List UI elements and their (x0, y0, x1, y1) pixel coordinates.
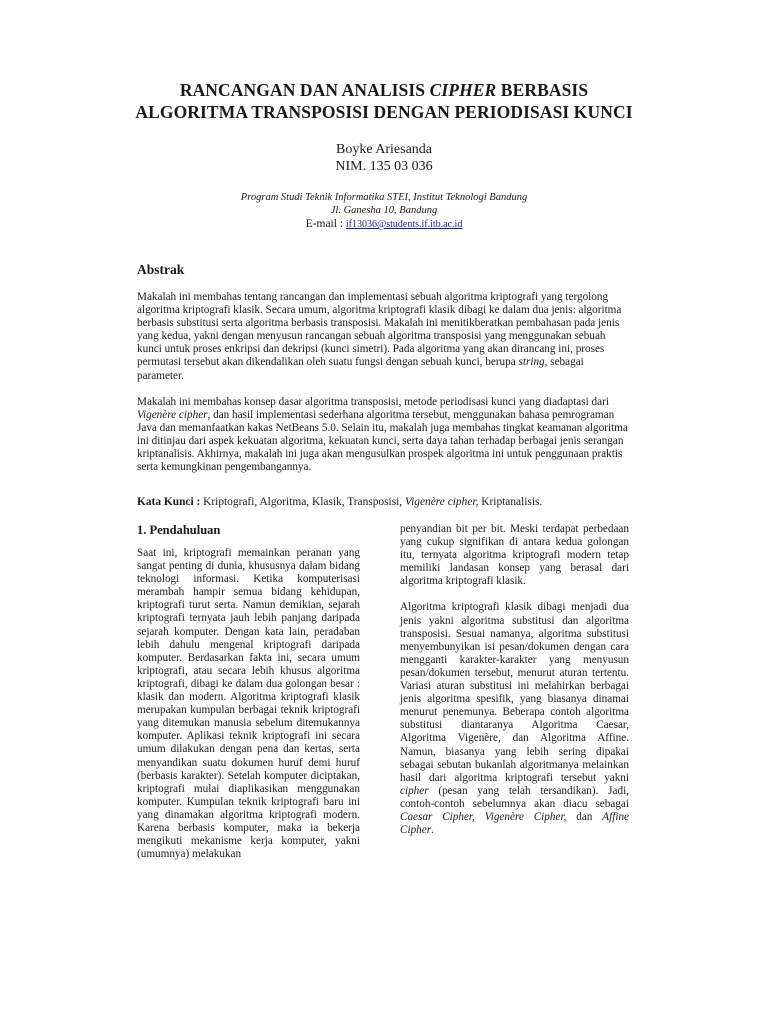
intro-paragraph-left: Saat ini, kriptografi memainkan peranan yang sangat penting di dunia, khususnya dalam bidang teknologi informasi. Ketika komputerisasi merambah hampir semua bidang kehidupan, kriptografi turut serta. Namun demikian, sejarah kriptografi ternyata jauh lebih panjang daripada sejarah komputer. Dengan kata lain, peradaban lebih dahulu mengenal kriptografi daripada komputer. Berdasarkan fakta ini, secara umum kriptografi, atau secara lebih khusus algoritma kriptografi, dibagi ke dalam dua golongan besar : klasik dan modern. Algoritma kriptografi klasik merupakan kumpulan berbagai teknik kriptografi yang ditemukan manusia sebelum ditemukannya komputer. Aplikasi teknik kriptografi ini secara umum dilakukan dengan pena dan kertas, serta menyandikan suatu dokumen huruf demi huruf (berbasis karakter). Setelah komputer diciptakan, kriptografi mulai diaplikasikan menggunakan komputer. Kumpulan teknik kriptografi baru ini yang dinamakan algoritma kriptografi modern. Karena berbasis komputer, maka ia bekerja mengikuti mekanisme kerja komputer, yakni (umumnya) melakukan (137, 547, 360, 861)
right-p2-end: . (431, 824, 434, 837)
author-block (60, 141, 708, 175)
keywords-label: Kata Kunci : (137, 496, 204, 508)
abstract-p1-text: Makalah ini membahas tentang rancangan dan implementasi sebuah algoritma kriptografi yang tergolong algoritma kriptografi klasik. Secara umum, algoritma kriptografi klasik dibagi ke dalam dua jenis: algoritma berbasis substitusi serta algoritma berbasis transposisi. Makalah ini menitikberatkan pembahasan pada jenis yang kedua, yakni dengan menyusun rancangan sebuah algoritma transposisi yang menggunakan sebuah kunci untuk proses enkripsi dan dekripsi (kunci simetri). Pada algoritma yang akan dirancang ini, proses permutasi tersebut akan dikendalikan oleh suatu fungsi dengan sebuah kunci, berupa (137, 291, 622, 369)
intro-paragraph-right-2 (400, 601, 629, 837)
section-heading: 1. Pendahuluan (137, 523, 221, 537)
abstract-p2-tail: , dan hasil implementasi sederhana algoritma tersebut, menggunakan bahasa pemrograman Java dan memanfaatkan kakas NetBeans 5.0. Selain itu, makalah juga membahas tingkat keamanan algoritma ini ditinjau dari aspek kekuatan algoritma, kekuatan kunci, serta daya tahan terhadap berbagai jenis serangan kriptanalisis. Akhirnya, makalah ini juga akan mengusulkan prospek algoritma ini untuk penggunaan praktis serta kemungkinan pengembangannya. (137, 409, 628, 474)
author-name: Boyke Ariesanda (335, 142, 433, 157)
abstract-p2-italic: Vigenère cipher (137, 409, 208, 422)
right-p2-italic-cipher: cipher (400, 784, 429, 797)
right-p2-italic-names: Caesar Cipher, Vigenère Cipher, (400, 810, 567, 823)
abstract-paragraph-1 (137, 291, 633, 383)
affiliation-line1: Program Studi Teknik Informatika STEI, Institut Teknologi Bandung (240, 192, 528, 203)
title-line1-start: RANCANGAN DAN ANALISIS (179, 80, 430, 100)
right-p2-text-2: (pesan yang telah tersandikan). Jadi, contoh-contoh sebelumnya akan diacu sebagai (400, 784, 629, 810)
abstract-paragraph-2 (137, 396, 633, 475)
abstract-heading: Abstrak (137, 262, 185, 277)
right-p2-text-3: dan (566, 810, 603, 823)
title-line1-italic: CIPHER (429, 80, 497, 100)
affiliation-line2: Jl. Ganesha 10, Bandung (330, 205, 438, 216)
abstract-p1-italic: string (518, 356, 545, 369)
email-line (60, 217, 708, 232)
paper-title (60, 79, 708, 123)
author-nim: NIM. 135 03 036 (335, 159, 433, 174)
keywords-tail: Kriptanalisis. (478, 496, 543, 508)
affiliation (60, 191, 708, 217)
keywords-text: Kriptografi, Algoritma, Klasik, Transposisi, (203, 496, 406, 508)
abstract-p1-tail: , sebagai parameter. (137, 356, 584, 382)
email-label: E-mail : (305, 218, 346, 230)
title-line1-end: BERBASIS (496, 80, 589, 100)
email-link[interactable]: if13036@students.if.itb.ac.id (345, 219, 463, 230)
keywords-italic: Vigenère cipher, (405, 496, 479, 508)
title-line2: ALGORITMA TRANSPOSISI DENGAN PERIODISASI KUNCI (135, 102, 633, 122)
right-p2-italic-affine: Affine Cipher (400, 810, 629, 837)
keywords (137, 495, 542, 509)
abstract-p2-text: Makalah ini membahas konsep dasar algoritma transposisi, metode periodisasi kunci yang diadaptasi dari (137, 396, 609, 408)
column-left (137, 523, 360, 861)
column-right (400, 523, 629, 837)
intro-paragraph-right-1: penyandian bit per bit. Meski terdapat perbedaan yang cukup signifikan di antara kedua golongan itu, ternyata algoritma kriptografi modern tetap memiliki landasan konsep yang berasal dari algoritma kriptografi klasik. (400, 523, 629, 588)
right-p2-text: Algoritma kriptografi klasik dibagi menjadi dua jenis yakni algoritma substitusi dan algoritma transposisi. Sesuai namanya, algoritma substitusi menyembunyikan isi pesan/dokumen dengan cara mengganti karakter-karakter yang menyusun pesan/dokumen tersebut, menurut aturan tertentu. Variasi aturan substitusi ini melahirkan berbagai jenis algoritma spesifik, yang biasanya dinamai menurut penemunya. Beberapa contoh algoritma substitusi diantaranya Algoritma Caesar, Algoritma Vigenère, dan Algoritma Affine. Namun, biasanya yang lebih sering dipakai sebagai sebutan bukanlah algoritmanya melainkan hasil dari algoritma kriptografi tersebut yakni (400, 601, 629, 784)
